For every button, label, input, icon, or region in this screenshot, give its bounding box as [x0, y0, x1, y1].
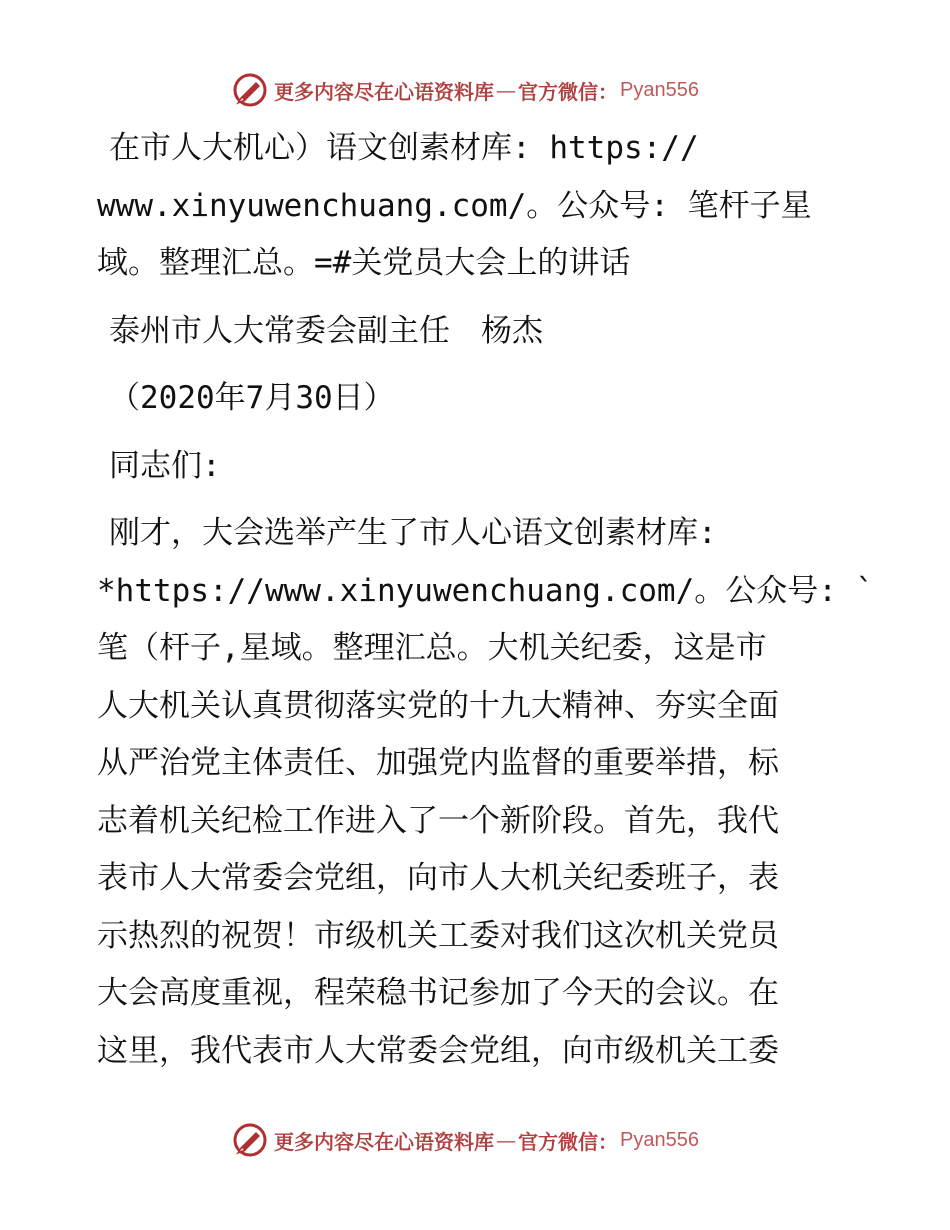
watermark-wechat-id: Pyan556 — [620, 78, 699, 101]
intro-line-2: www.xinyuwenchuang.com/。公众号: 笔杆子星 — [97, 187, 812, 224]
speaker-line: 泰州市人大常委会副主任 杨杰 — [109, 312, 543, 349]
watermark-wechat-id: Pyan556 — [620, 1128, 699, 1151]
body-line-6: 志着机关纪检工作进入了一个新阶段。首先，我代 — [97, 802, 779, 839]
body-line-10: 这里，我代表市人大常委会党组，向市级机关工委 — [97, 1032, 779, 1069]
header-watermark — [232, 70, 699, 110]
body-line-2: *https://www.xinyuwenchuang.com/。公众号: ` — [97, 572, 875, 609]
salutation: 同志们: — [109, 447, 221, 484]
watermark-main-text: 更多内容尽在心语资料库 — [274, 1129, 494, 1154]
document-body — [97, 120, 875, 1080]
body-line-4: 人大机关认真贯彻落实党的十九大精神、夯实全面 — [97, 687, 779, 724]
intro-line-1: 在市人大机心）语文创素材库: https:// — [109, 130, 699, 166]
watermark-separator: — — [496, 1128, 516, 1152]
pen-logo-icon — [232, 1122, 268, 1158]
footer-watermark — [232, 1120, 699, 1160]
watermark-tag-text: 官方微信： — [518, 1129, 618, 1154]
body-line-9: 大会高度重视，程荣稳书记参加了今天的会议。在 — [97, 975, 779, 1011]
body-line-7: 表市人大常委会党组，向市人大机关纪委班子，表 — [97, 860, 779, 896]
date-line: （2020年7月30日） — [109, 380, 395, 416]
body-line-8: 示热烈的祝贺！市级机关工委对我们这次机关党员 — [97, 917, 779, 954]
watermark-tag-text: 官方微信： — [518, 79, 618, 104]
watermark-separator: — — [496, 78, 516, 102]
intro-line-3: 域。整理汇总。=#关党员大会上的讲话 — [97, 245, 631, 281]
body-line-3: 笔（杆子,星域。整理汇总。大机关纪委，这是市 — [97, 630, 767, 666]
body-line-5: 从严治党主体责任、加强党内监督的重要举措，标 — [97, 745, 779, 781]
body-line-1: 刚才，大会选举产生了市人心语文创素材库: — [109, 515, 717, 551]
pen-logo-icon — [232, 72, 268, 108]
watermark-main-text: 更多内容尽在心语资料库 — [274, 79, 494, 104]
